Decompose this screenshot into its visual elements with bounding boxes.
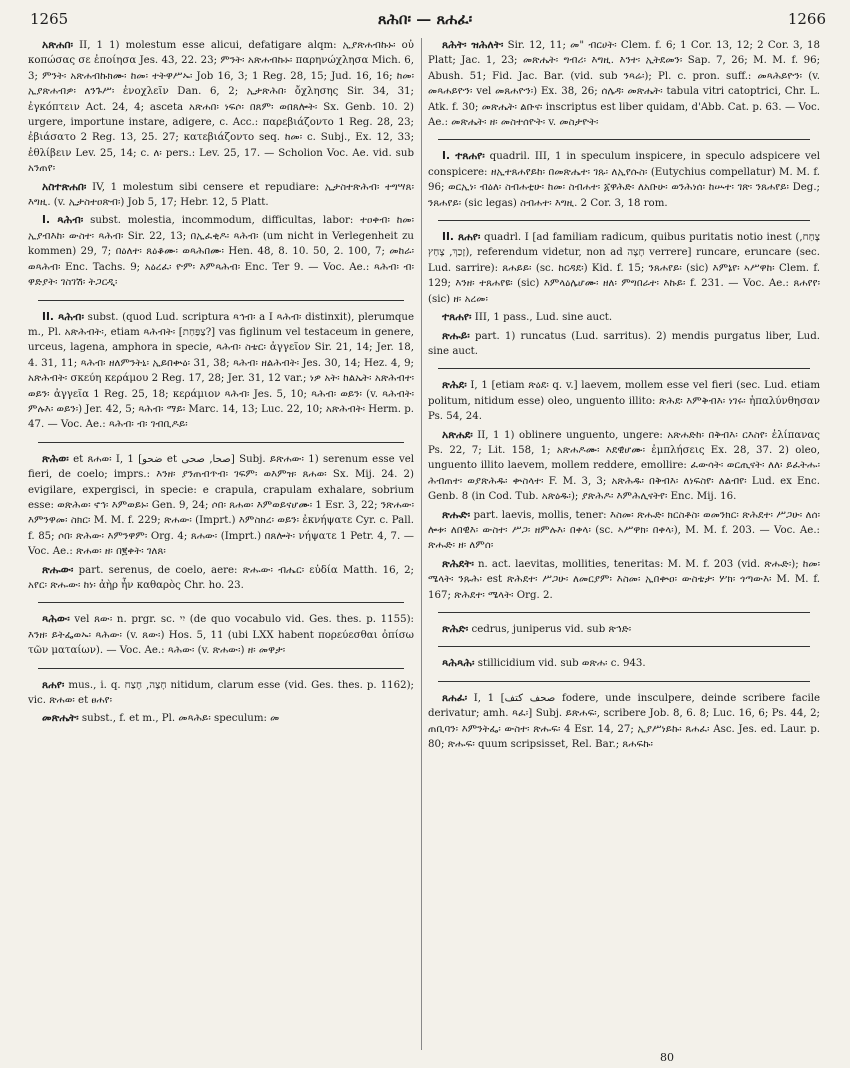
column-divider xyxy=(421,38,422,1050)
entry-separator xyxy=(438,646,810,647)
entry-definition: IV, 1 molestum sibi censere et repudiare: ኢታስተጽሕብ፡ ተግሣጸ፡ እግዚ. (v. ኢታስተዐጽብ፡) Job 5, 17; Hebr. 12, 5 Platt. xyxy=(28,181,414,209)
left-column xyxy=(28,38,414,1050)
entry-definition: II, 1 1) oblinere unguento, ungere: አጽሐድከ፡ በቅብእ፡ ርእስየ፡ ἐλίπανας Ps. 22, 7; Lit. 158, 1; አጽሐዶሙ፡ እደዊሆሙ፡ ἐμπλήσεις Ex. 28, 37. 2) oleo, unguento illito laevem, mollem reddere, emollire: ፈውሳት፡ ወርጢናት፡ ለለ፡ ይፈትሑ፡ ሕብጠተ፡ ወያጽሕዱ፡ ቍስላተ፡ F. M. 3, 3; አጽሕዱ፡ በቅብእ፡ ለነፍስየ፡ ለልብየ፡ Lud. ex Enc. Genb. 8 (in Cod. Tub. አጽዕዱ፡); ያጽሕዶ፡ እምሕሊናትየ፡ Enc. Mij. 16. xyxy=(428,429,820,503)
dictionary-entry xyxy=(428,329,820,360)
entry-lemma: ጸሐየ፡ xyxy=(42,678,65,691)
dictionary-entry xyxy=(28,310,414,433)
entry-definition: quadril. III, 1 in speculum inspicere, in speculo adspicere vel conspicere: ዘኢተጸሐየይከ፡ በመጽሔተ፡ ገጹ፡ ለኢየሱስ፡ (Eutychius compellatur) M. M. f. 96; ወርኢነ፡ ብዕለ፡ ስብሐቲሁ፡ ከመ፡ ስብሐተ፡ ፩ዋሕድ፡ ለአቡሁ፡ ወንሕነሰ፡ ከሡተ፡ ገጽ፡ ንጸሐየይ፡ Deg.; ንጸሐየይ፡ (sic legas) ስብሐተ፡ እግዚ. 2 Cor. 3, 18 rom. xyxy=(428,151,820,209)
dictionary-entry xyxy=(428,428,820,505)
entry-separator xyxy=(38,668,404,669)
entry-lemma: ጽሑድ፡ xyxy=(442,508,471,521)
entry-lemma: ጽሑይ፡ xyxy=(442,329,470,342)
entry-definition: I, 1 [etiam ጽዕደ፡ q. v.] laevem, mollem esse vel fieri (sec. Lud. etiam politum, nitidum esse) oleo, unguento illito: ጽሕደ፡ እምቅብእ፡ ነገሩ፡ ἡπαλύνθησαν Ps. 54, 24. xyxy=(428,380,820,423)
header-title: ጸሕበ፡ — ጸሐፈ፡ xyxy=(377,10,473,28)
dictionary-entry xyxy=(428,622,820,637)
entry-definition: mus., i. q. חָצָה, חָצַח nitidum, clarum esse (vid. Ges. thes. p. 1162); vic. ጽሐወ፡ et ፀሐየ፡ xyxy=(28,679,414,707)
entry-lemma: አጽሐደ፡ xyxy=(442,428,473,441)
entry-lemma: አጽሐበ፡ xyxy=(42,39,74,51)
dictionary-entry xyxy=(428,508,820,554)
entry-definition: n. act. laevitas, mollities, teneritas: M. M. f. 203 (vid. ጽሑድ፡); ከመ፡ ሜላት፡ ንጹሕ፡ est ጽሕደተ፡ ሥጋሁ፡ ለመርያም፡ እስመ፡ ኢበቍዐ፡ ውስቴታ፡ ሦክ፡ ጎጣውእ፡ M. M. f. 167; ጽሕደተ፡ ሜላት፡ Org. 2. xyxy=(428,558,820,601)
entry-definition: III, 1 pass., Lud. sine auct. xyxy=(474,312,613,324)
entry-lemma: ጸሐፈ፡ xyxy=(442,691,468,704)
dictionary-entry xyxy=(428,691,820,753)
dictionary-entry xyxy=(428,230,820,307)
entry-lemma: II. ጻሕብ፡ xyxy=(42,310,84,323)
entry-lemma: I. ተጸሐየ፡ xyxy=(442,150,485,163)
dictionary-entry xyxy=(428,149,820,211)
entry-separator xyxy=(438,220,810,221)
entry-definition: part. 1) runcatus (Lud. sarritus). 2) mendis purgatus liber, Lud. sine auct. xyxy=(428,330,820,357)
entry-separator xyxy=(438,368,810,369)
entry-lemma: ተጸሐየ፡ xyxy=(442,311,472,324)
entry-definition: I, 1 [صحف كتف fodere, unde insculpere, deinde scribere facile derivatur; amh. ጻፈ፡] Subj. ይጽሐፍ፡, scribere Job. 8, 6. 8; Luc. 16, 6; Ps. 44, 2; ጠቢባን፡ እምንትፌ፡ ውስተ፡ ጽሑፍ፡ 4 Esr. 14, 27; ኢያሥነይኩ፡ ጸሐፈ፡ Asc. Jes. ed. Laur. p. 80; ጽሑፍ፡ quum scripsisset, Rel. Bar.; ጸሐፍኩ፡ xyxy=(428,692,820,751)
entry-definition: subst. (quod Lud. scriptura ጻኅብ፡ a I ጻሕብ፡ distinxit), plerumque m., Pl. አጽሕብት፡, etiam ጻሕብት፡ [צַפַּחַת?] vas figlinum vel testaceum in genere, urceus, lagena, amphora in specie, ጻሕብ፡ ስቴር፡ ἀγγεῖον Sir. 21, 14; Jer. 18, 4. 31, 11; ጻሕብ፡ ዘለምንትኒ፡ ኢይበቍዕ፡ 31, 38; ጻሕብ፡ ዘልሕብት፡ Jes. 30, 14; Hez. 4, 9; አጽሕብት፡ σκεύη κεράμου 2 Reg. 17, 28; Jer. 31, 12 var.; ነዎ አት፡ ከልኤት፡ አጽሕብተ፡ ወይን፡ ἀγγεῖα 1 Reg. 25, 18; κεράμιον ጻሕብ፡ Jes. 5, 10; ጻሕብ፡ ወይን፡ (v. ጻሕብት፡ ምሉእ፡ ወይን፡) Jer. 42, 5; ጻሕብ፡ ማይ፡ Marc. 14, 13; Luc. 22, 10; አጽሕብት፡ Herm. p. 47. — Voc. Ae.: ጻሕብ፡ ብ፡ ገብቢዶይ፡ xyxy=(28,311,414,431)
entry-separator xyxy=(38,442,404,443)
entry-definition: part. serenus, de coelo, aere: ጽሑው፡ ብሔር፡ εὐδία Matth. 16, 2; አየር፡ ጽሑው፡ ከነ፡ ἀὴρ ἦν καθαρὸς Chr. ho. 23. xyxy=(28,564,414,591)
entry-definition: cedrus, juniperus vid. sub ጽኅድ፡ xyxy=(471,624,632,635)
entry-lemma: መጽሔት፡ xyxy=(42,712,79,725)
dictionary-entry xyxy=(28,612,414,658)
entry-definition: vel ጸው፡ n. prgr. sc. יִי (de quo vocabulo vid. Ges. thes. p. 1155): እንዘ፡ ይትፌወኡ፡ ጻሕው፡ (v. ጸው፡) Hos. 5, 11 (ubi LXX habent πορεύεσθαι ὀπίσω τῶν ματαίων). — Voc. Ae.: ጻሕው፡ (v. ጽሐው፡) ዘ፡ መዋታ፡ xyxy=(28,614,414,657)
entry-lemma: I. ጻሕብ፡ xyxy=(42,214,84,227)
entry-separator xyxy=(438,139,810,140)
entry-separator xyxy=(38,602,404,603)
dictionary-entry xyxy=(28,711,414,726)
entry-lemma: ጽሕደ፡ xyxy=(442,379,467,392)
dictionary-entry xyxy=(428,38,820,130)
right-column xyxy=(428,38,820,1050)
entry-definition: II, 1 1) molestum esse alicui, defatigare alqm: ኢያጽሐብኩኑ፡ οὐ κοπώσας σε ἐποίησα Jes. 43, 22. 23; ምንት፡ አጽሐብኩኑ፡ παρηνώχλησα Mich. 6, 3; ምንት፡ አጽሐብኩክሙ፡ ከመ፡ ተትዋሥኡ፡ Job 16, 3; 1 Reg. 28, 15; Jud. 16, 16; ከመ፡ ኢያጽሐብዎ፡ ለንጉሥ፡ ἐνοχλεῖν Dan. 6, 2; ኢታጽሕበ፡ ὄχλησης Sir. 34, 31; ἐγκόπτειν Act. 24, 4; asceta አጽሐበ፡ ነፍሶ፡ በጸም፡ ወበጸሎት፡ Sx. Genb. 10. 2) urgere, importune instare, adigere, c. Acc.: παρεβιάζοντο 1 Reg. 28, 23; ἐβιάσατο 2 Reg. 13, 25. 27; κατεβιάζοντο seq. ከመ፡ c. Subj., Ex. 12, 33; ἐθλίβειν Lev. 25, 14; c. ለ፡ pers.: Lev. 25, 17. — Scholion Voc. Ae. vid. sub አንጠየ፡ xyxy=(28,40,414,175)
entry-lemma: ጸሕት፡ ዝሕለት፡ xyxy=(442,39,504,51)
running-header xyxy=(0,10,850,34)
page-number-right: 1266 xyxy=(787,10,826,28)
dictionary-entry xyxy=(28,563,414,594)
entry-definition: et ጸሐወ፡ I, 1 [ضحو et صحا, صحی] Subj. ይጽሐው፡ 1) serenum esse vel fieri, de coelo; imprs.: እንዘ፡ ያንጠብጥብ፡ ገፍም፡ ወእምዝ፡ ጸሐወ፡ Sx. Mij. 24. 2) evigilare, expergisci, in specie: e crapula, crapulam exhalare, sobrium esse: ወጽሕወ፡ ኖኅ፡ እምወይኑ፡ Gen. 9, 24; ሶበ፡ ጸሐወ፡ እምወይናሆሙ፡ 1 Esr. 3, 22; ንጽሐው፡ እምንዋመ፡ ስክር፡ M. M. f. 229; ጽሐው፡ (Imprt.) እምስክረ፡ ወይን፡ ἐκνήψατε Cyr. c. Pall. f. 85; ሶበ፡ ጽሕው፡ እምንዋም፡ Org. 4; ጸሐው፡ (Imprt.) በጸሎት፡ νήψατε 1 Petr. 4, 7. — Voc. Ae.: ጽሐወ፡ ዘ፡ በ፪ቀት፡ ገለጸ፡ xyxy=(28,453,414,558)
entry-definition: part. laevis, mollis, tener: እስመ፡ ጽሑድ፡ ክርስቶስ፡ ወመንክር፡ ጽሕደተ፡ ሥጋሁ፡ ለሰ፡ ሎቱ፡ ለበዊእ፡ ውስተ፡ ሥጋ፡ ዘምሉእ፡ በቀላ፡ (sc. ኣሥዋክ፡ በቀላ፡), M. M. f. 203. — Voc. Ae.: ጽሑድ፡ ዘ፡ ለምሰ፡ xyxy=(428,509,820,552)
entry-definition: subst. molestia, incommodum, difficultas, labor: ተዐቀብ፡ ከመ፡ ኢያብእከ፡ ውስተ፡ ጻሕብ፡ Sir. 22, 13; በኢፈቂዶ፡ ጻሕብ፡ (um nicht in Verlegenheit zu kommen) 29, 7; በዕለተ፡ ጸዕቆሙ፡ ወጻሕበሙ፡ Hen. 48, 8. 10. 50, 2. 100, 7; መከራ፡ ወጻሕብ፡ Enc. Tachs. 9; አዕረፈ፡ ዮም፡ እምጻሕብ፡ Enc. Ter 9. — Voc. Ae.: ጻሕብ፡ ብ፡ ዋድያት፡ ገስገሽ፡ ትጋርዲ፡ xyxy=(28,215,414,289)
entry-lemma: ጻሕጻሕ፡ xyxy=(442,657,475,670)
entry-separator xyxy=(438,612,810,613)
entry-separator xyxy=(38,300,404,301)
page-number-left: 1265 xyxy=(30,10,69,28)
entry-lemma: ጽሕደት፡ xyxy=(442,557,474,570)
entry-definition: subst., f. et m., Pl. መጻሕይ፡ speculum: መ xyxy=(81,713,280,725)
dictionary-entry xyxy=(428,378,820,424)
entry-lemma: II. ጸሐየ፡ xyxy=(442,231,481,244)
entry-lemma: ጽሕወ፡ xyxy=(42,452,69,465)
printer-signature: 80 xyxy=(660,1051,674,1064)
entry-separator xyxy=(438,681,810,682)
dictionary-entry xyxy=(28,678,414,709)
entry-definition: quadrl. I [ad familiam radicum, quibus puritatis notio inest (צָחַח, זָכַךְ, צָחַץ), referendum videtur, non ad חָצָה verrere] runcare, eruncare (sec. Lud. sarrire): ጸሐይይ፡ (sc. ከርዳደ፡) Kid. f. 15; ንጸሐየይ፡ (sic) እምኔየ፡ ኣሥዋከ፡ Clem. f. 129; እንዘ፡ ተጸሐየዩ፡ (sic) እምላዕሌሆሙ፡ ዘለ፡ ምግበራተ፡ እኩይ፡ f. 231. — Voc. Ae.: ጸሐየየ፡ (sic) ዘ፡ አረመ፡ xyxy=(428,232,820,305)
dictionary-entry xyxy=(28,213,414,290)
entry-lemma: ጽሑው፡ xyxy=(42,563,74,576)
dictionary-entry xyxy=(28,38,414,177)
dictionary-entry xyxy=(428,656,820,671)
entry-lemma: ጽሕድ፡ xyxy=(442,623,469,635)
entry-lemma: አስተጽሐበ፡ xyxy=(42,180,87,193)
dictionary-entry xyxy=(28,180,414,211)
entry-definition: stillicidium vid. sub ወጽሐ፡ c. 943. xyxy=(477,658,646,670)
entry-lemma: ጻሕው፡ xyxy=(42,613,70,626)
dictionary-entry xyxy=(28,452,414,560)
entry-definition: Sir. 12, 11; መ" ብርሀት፡ Clem. f. 6; 1 Cor. 13, 12; 2 Cor. 3, 18 Platt; Jac. 1, 23; መጽሔት፡ ግብሪ፡ እግዚ. እንተ፡ ኢትደመን፡ Sap. 7, 26; M. M. f. 96; Abush. 51; Fid. Jac. Bar. (vid. sub ንጻሬ፡); Pl. c. pron. suff.: መጻሕይዮን፡ (v. መጻሐይዮን፡ vel መጸሐዮን፡) Ex. 38, 26; ሰሌዳ፡ መጽሔት፡ tabula vitri catoptrici, Chr. L. Atk. f. 30; መጽሔት፡ ልቡና፡ inscriptus est liber quidam, d'Abb. Cat. p. 63. — Voc. Ae.: መጽሔት፡ ዘ፡ መስተሰዮት፡ v. መስታዮት፡ xyxy=(428,40,820,129)
dictionary-entry xyxy=(428,310,820,325)
dictionary-entry xyxy=(428,557,820,603)
